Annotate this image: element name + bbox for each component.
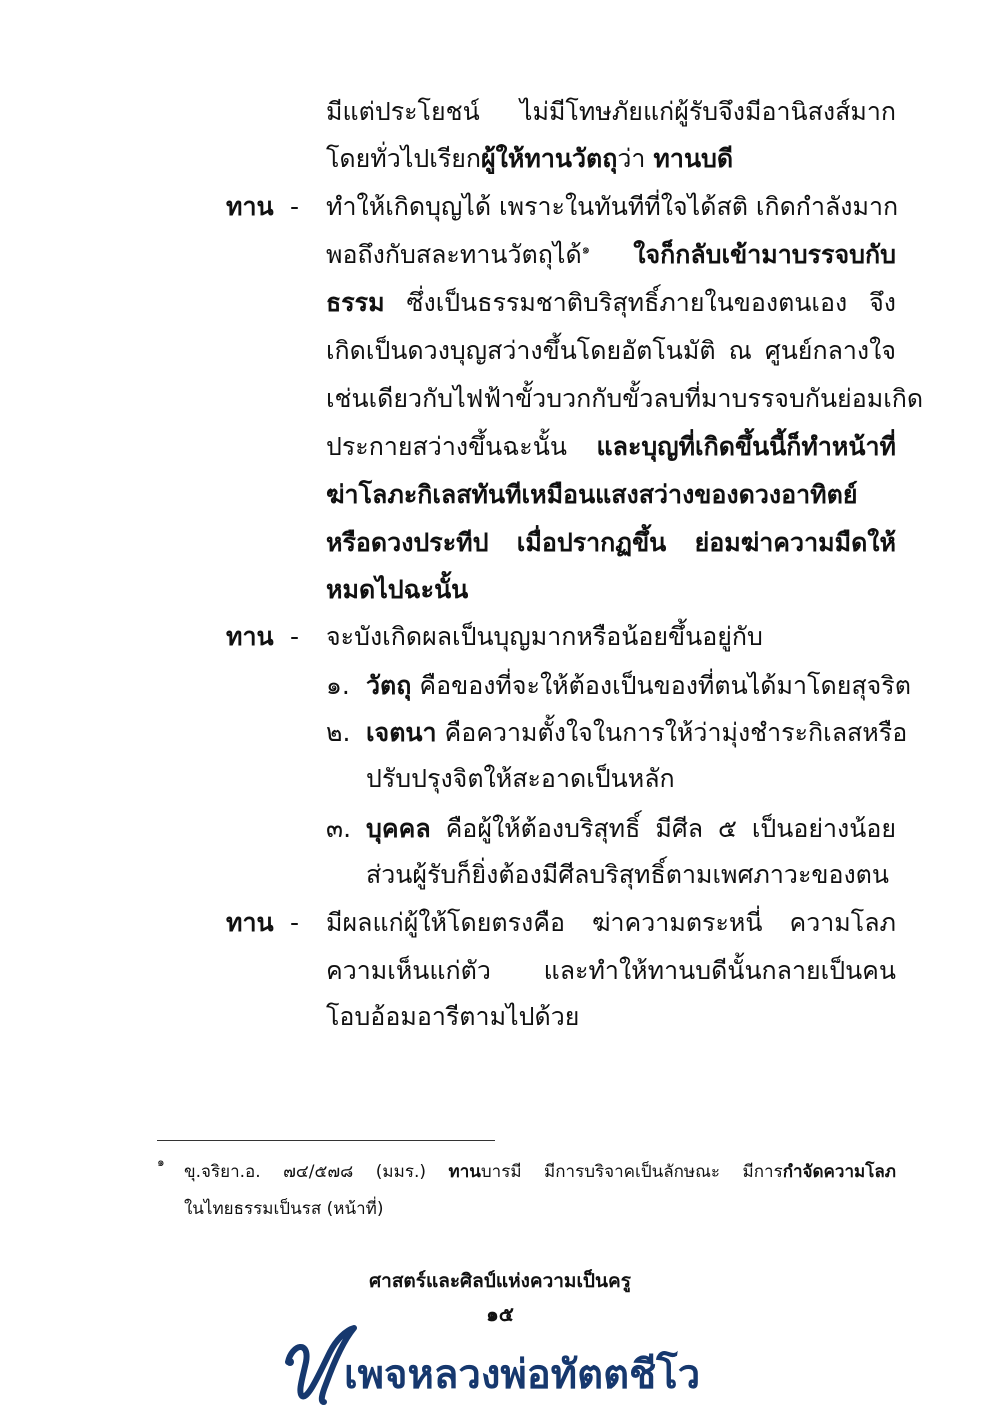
footnote-bold: กำจัดความโลภ <box>782 1162 896 1182</box>
term-dash: - <box>290 192 300 221</box>
page-number: ๑๕ <box>486 1302 514 1326</box>
p1-bold: ใจก็กลับเข้ามาบรรจบกับ <box>589 240 896 269</box>
book-title: ศาสตร์และศิลป์แห่งความเป็นครู <box>369 1270 631 1292</box>
term-dash: - <box>290 622 300 651</box>
list-item-3 <box>366 812 896 846</box>
list-number: ๒. <box>326 718 351 747</box>
p1-line-2 <box>326 238 896 272</box>
page-logo <box>280 1322 730 1412</box>
p1-bold: และบุญที่เกิดขึ้นนี้ก็ทำหน้าที่ <box>596 432 896 461</box>
footnote-ref[interactable]: ๑ <box>581 242 590 258</box>
footnote-line-1 <box>184 1160 896 1184</box>
list-item-1 <box>366 669 911 703</box>
list-item-term: บุคคล <box>366 814 431 843</box>
intro-bold-term: ทานบดี <box>653 144 734 173</box>
p1-text: พอถึงกับสละทานวัตถุได้ <box>326 240 582 269</box>
p3-line-1: มีผลแก่ผู้ให้โดยตรงคือ ฆ่าความตระหนี่ ความโลภ <box>326 908 896 937</box>
list-item-2-cont: ปรับปรุงจิตให้สะอาดเป็นหลัก <box>366 764 675 793</box>
list-item-text: คือความตั้งใจในการให้ว่ามุ่งชำระกิเลสหรือ <box>436 718 908 747</box>
footnote-rule <box>157 1140 495 1141</box>
footnote-text: ขุ.จริยา.อ. ๗๔/๕๗๘ (มมร.) <box>184 1162 449 1182</box>
list-item-2 <box>366 716 908 750</box>
p3-line-2: ความเห็นแก่ตัว และทำให้ทานบดีนั้นกลายเป็นคน <box>326 956 896 985</box>
list-item-text: คือของที่จะให้ต้องเป็นของที่ตนได้มาโดยสุจริต <box>411 671 911 700</box>
term-label: ทาน <box>226 192 274 221</box>
term-label: ทาน <box>226 908 274 937</box>
list-number: ๓. <box>326 814 352 843</box>
p1-line-3 <box>326 286 896 320</box>
footnote-line-2: ในไทยธรรมเป็นรส (หน้าที่) <box>184 1199 384 1219</box>
p1-line-9: หมดไปฉะนั้น <box>326 575 469 604</box>
list-item-3-cont: ส่วนผู้รับก็ยิ่งต้องมีศีลบริสุทธิ์ตามเพศภาวะของตน <box>366 860 890 889</box>
logo-text: เพจหลวงพ่อทัตตชีโว <box>344 1352 701 1398</box>
p1-line-7: ฆ่าโลภะกิเลสทันทีเหมือนแสงสว่างของดวงอาทิตย์ <box>326 480 858 509</box>
footnote-bold: ทาน <box>448 1162 481 1182</box>
p1-bold: ธรรม <box>326 288 385 317</box>
list-item-term: วัตถุ <box>366 671 412 700</box>
p3-line-3: โอบอ้อมอารีตามไปด้วย <box>326 1002 580 1031</box>
intro-line-1: มีแต่ประโยชน์ ไม่มีโทษภัยแก่ผู้รับจึงมีอานิสงส์มาก <box>326 97 896 126</box>
p1-line-8: หรือดวงประทีป เมื่อปรากฏขึ้น ย่อมฆ่าความมืดให้ <box>326 528 896 557</box>
intro-text: ว่า <box>617 144 654 173</box>
list-item-term: เจตนา <box>366 718 437 747</box>
p1-text: ซึ่งเป็นธรรมชาติบริสุทธิ์ภายในของตนเอง จึง <box>384 288 896 317</box>
term-label: ทาน <box>226 622 274 651</box>
term-dash: - <box>290 908 300 937</box>
intro-line-2 <box>326 142 733 176</box>
p2-line-1: จะบังเกิดผลเป็นบุญมากหรือน้อยขึ้นอยู่กับ <box>326 622 763 651</box>
p1-line-6 <box>326 430 896 464</box>
intro-bold-term: ผู้ให้ทานวัตถุ <box>481 144 618 173</box>
list-item-text: คือผู้ให้ต้องบริสุทธิ์ มีศีล ๕ เป็นอย่างน้อย <box>430 814 896 843</box>
p1-line-5: เช่นเดียวกับไฟฟ้าขั้วบวกกับขั้วลบที่มาบรรจบกันย่อมเกิด <box>326 384 924 413</box>
list-number: ๑. <box>326 671 350 700</box>
footnote-text: บารมี มีการบริจาคเป็นลักษณะ มีการ <box>480 1162 783 1182</box>
p1-line-4: เกิดเป็นดวงบุญสว่างขึ้นโดยอัตโนมัติ ณ ศูนย์กลางใจ <box>326 336 896 365</box>
footnote-mark: ๑ <box>157 1155 165 1169</box>
intro-text: โดยทั่วไปเรียก <box>326 144 482 173</box>
p1-text: ประกายสว่างขึ้นฉะนั้น <box>326 432 597 461</box>
p1-line-1: ทำให้เกิดบุญได้ เพราะในทันทีที่ใจได้สติ เกิดกำลังมาก <box>326 192 899 221</box>
